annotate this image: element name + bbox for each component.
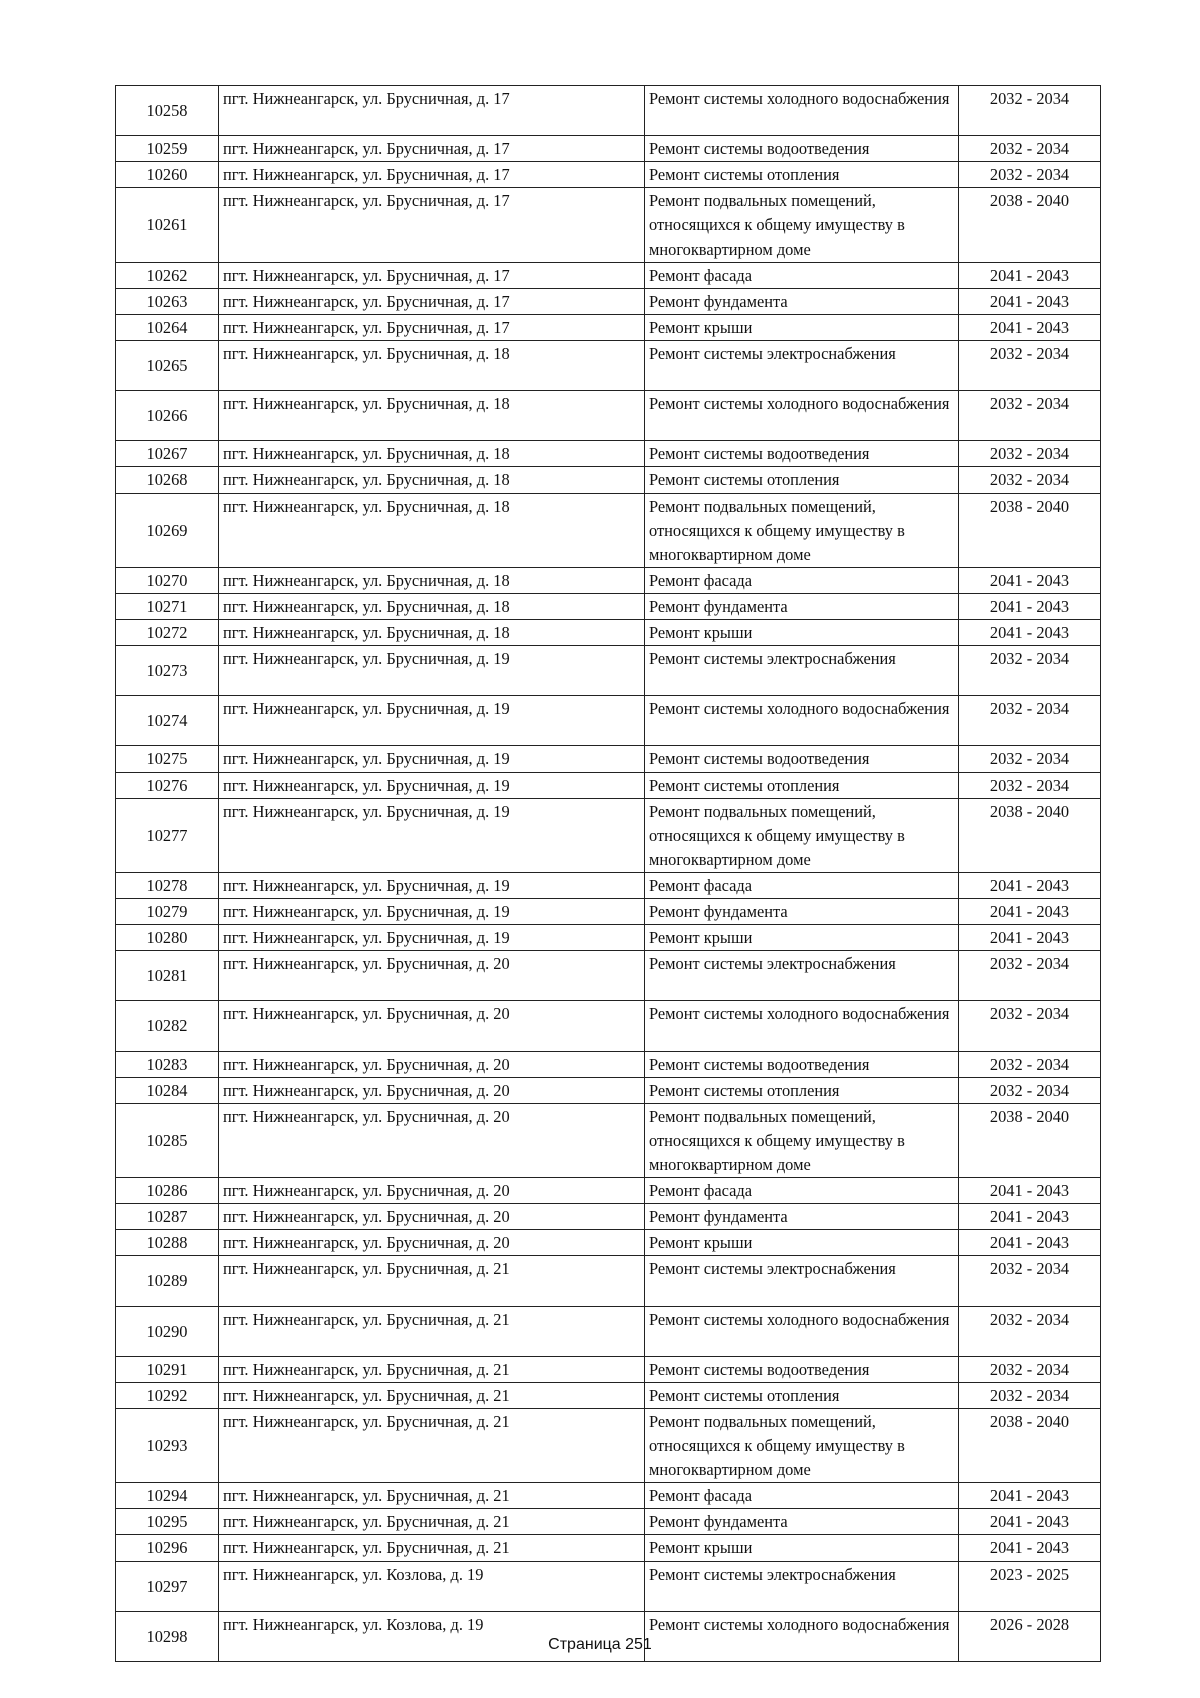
address-cell: пгт. Нижнеангарск, ул. Брусничная, д. 21	[219, 1356, 645, 1382]
address-cell: пгт. Нижнеангарск, ул. Брусничная, д. 20	[219, 1204, 645, 1230]
address-cell: пгт. Нижнеангарск, ул. Брусничная, д. 20	[219, 1103, 645, 1177]
work-type-cell: Ремонт системы электроснабжения	[645, 646, 959, 696]
row-number-cell: 10265	[116, 340, 219, 390]
table-row	[116, 872, 1101, 898]
address-cell: пгт. Нижнеангарск, ул. Брусничная, д. 21	[219, 1408, 645, 1482]
address-cell: пгт. Нижнеангарск, ул. Брусничная, д. 17	[219, 188, 645, 262]
work-type-cell: Ремонт фасада	[645, 567, 959, 593]
period-cell: 2038 - 2040	[959, 188, 1101, 262]
table-row	[116, 925, 1101, 951]
table-row	[116, 620, 1101, 646]
period-cell: 2032 - 2034	[959, 772, 1101, 798]
row-number-cell: 10271	[116, 593, 219, 619]
row-number-cell: 10258	[116, 86, 219, 136]
work-type-cell: Ремонт фундамента	[645, 1509, 959, 1535]
address-cell: пгт. Нижнеангарск, ул. Брусничная, д. 17	[219, 86, 645, 136]
table-row	[116, 646, 1101, 696]
period-cell: 2032 - 2034	[959, 1306, 1101, 1356]
row-number-cell: 10261	[116, 188, 219, 262]
work-type-cell: Ремонт системы водоотведения	[645, 1356, 959, 1382]
period-cell: 2032 - 2034	[959, 951, 1101, 1001]
work-type-cell: Ремонт подвальных помещений, относящихся к общему имуществу в многоквартирном доме	[645, 493, 959, 567]
period-cell: 2032 - 2034	[959, 1356, 1101, 1382]
work-type-cell: Ремонт подвальных помещений, относящихся к общему имуществу в многоквартирном доме	[645, 1103, 959, 1177]
row-number-cell: 10272	[116, 620, 219, 646]
work-type-cell: Ремонт фундамента	[645, 899, 959, 925]
row-number-cell: 10298	[116, 1611, 219, 1661]
page-number: Страница 251	[548, 1636, 652, 1653]
work-type-cell: Ремонт крыши	[645, 1535, 959, 1561]
row-number-cell: 10263	[116, 288, 219, 314]
work-type-cell: Ремонт фундамента	[645, 1204, 959, 1230]
address-cell: пгт. Нижнеангарск, ул. Брусничная, д. 20	[219, 1077, 645, 1103]
work-type-cell: Ремонт фасада	[645, 872, 959, 898]
table-row	[116, 1077, 1101, 1103]
work-type-cell: Ремонт системы холодного водоснабжения	[645, 1306, 959, 1356]
table-row	[116, 1382, 1101, 1408]
period-cell: 2032 - 2034	[959, 1382, 1101, 1408]
address-cell: пгт. Нижнеангарск, ул. Брусничная, д. 20	[219, 1051, 645, 1077]
address-cell: пгт. Нижнеангарск, ул. Брусничная, д. 20	[219, 1001, 645, 1051]
address-cell: пгт. Нижнеангарск, ул. Брусничная, д. 17	[219, 314, 645, 340]
work-type-cell: Ремонт системы электроснабжения	[645, 1256, 959, 1306]
period-cell: 2041 - 2043	[959, 1535, 1101, 1561]
address-cell: пгт. Нижнеангарск, ул. Козлова, д. 19	[219, 1561, 645, 1611]
table-row	[116, 1356, 1101, 1382]
address-cell: пгт. Нижнеангарск, ул. Брусничная, д. 17	[219, 288, 645, 314]
address-cell: пгт. Нижнеангарск, ул. Брусничная, д. 18	[219, 567, 645, 593]
period-cell: 2041 - 2043	[959, 262, 1101, 288]
period-cell: 2032 - 2034	[959, 646, 1101, 696]
row-number-cell: 10288	[116, 1230, 219, 1256]
work-type-cell: Ремонт системы водоотведения	[645, 1051, 959, 1077]
address-cell: пгт. Нижнеангарск, ул. Брусничная, д. 17	[219, 262, 645, 288]
work-type-cell: Ремонт системы холодного водоснабжения	[645, 696, 959, 746]
period-cell: 2041 - 2043	[959, 593, 1101, 619]
work-type-cell: Ремонт системы холодного водоснабжения	[645, 1001, 959, 1051]
period-cell: 2023 - 2025	[959, 1561, 1101, 1611]
address-cell: пгт. Нижнеангарск, ул. Брусничная, д. 20	[219, 1178, 645, 1204]
table-row	[116, 798, 1101, 872]
row-number-cell: 10262	[116, 262, 219, 288]
table-row	[116, 1204, 1101, 1230]
row-number-cell: 10281	[116, 951, 219, 1001]
work-type-cell: Ремонт системы отопления	[645, 1077, 959, 1103]
period-cell: 2041 - 2043	[959, 1204, 1101, 1230]
table-row	[116, 162, 1101, 188]
period-cell: 2032 - 2034	[959, 391, 1101, 441]
work-type-cell: Ремонт системы электроснабжения	[645, 1561, 959, 1611]
period-cell: 2041 - 2043	[959, 314, 1101, 340]
work-type-cell: Ремонт системы отопления	[645, 1382, 959, 1408]
period-cell: 2038 - 2040	[959, 798, 1101, 872]
period-cell: 2041 - 2043	[959, 1230, 1101, 1256]
work-type-cell: Ремонт системы водоотведения	[645, 441, 959, 467]
address-cell: пгт. Нижнеангарск, ул. Брусничная, д. 18	[219, 467, 645, 493]
row-number-cell: 10293	[116, 1408, 219, 1482]
period-cell: 2041 - 2043	[959, 288, 1101, 314]
work-type-cell: Ремонт системы отопления	[645, 467, 959, 493]
work-type-cell: Ремонт системы электроснабжения	[645, 340, 959, 390]
row-number-cell: 10270	[116, 567, 219, 593]
period-cell: 2041 - 2043	[959, 925, 1101, 951]
table-row	[116, 441, 1101, 467]
period-cell: 2032 - 2034	[959, 340, 1101, 390]
work-type-cell: Ремонт системы холодного водоснабжения	[645, 1611, 959, 1661]
row-number-cell: 10283	[116, 1051, 219, 1077]
address-cell: пгт. Нижнеангарск, ул. Брусничная, д. 20	[219, 1230, 645, 1256]
address-cell: пгт. Нижнеангарск, ул. Брусничная, д. 19	[219, 925, 645, 951]
period-cell: 2032 - 2034	[959, 696, 1101, 746]
work-type-cell: Ремонт крыши	[645, 620, 959, 646]
work-type-cell: Ремонт фундамента	[645, 288, 959, 314]
row-number-cell: 10274	[116, 696, 219, 746]
period-cell: 2041 - 2043	[959, 620, 1101, 646]
period-cell: 2041 - 2043	[959, 872, 1101, 898]
work-type-cell: Ремонт системы электроснабжения	[645, 951, 959, 1001]
period-cell: 2032 - 2034	[959, 441, 1101, 467]
row-number-cell: 10276	[116, 772, 219, 798]
address-cell: пгт. Нижнеангарск, ул. Брусничная, д. 19	[219, 696, 645, 746]
table-row	[116, 1509, 1101, 1535]
work-type-cell: Ремонт фундамента	[645, 593, 959, 619]
row-number-cell: 10282	[116, 1001, 219, 1051]
table-row	[116, 86, 1101, 136]
period-cell: 2041 - 2043	[959, 567, 1101, 593]
row-number-cell: 10295	[116, 1509, 219, 1535]
period-cell: 2041 - 2043	[959, 1178, 1101, 1204]
period-cell: 2032 - 2034	[959, 1077, 1101, 1103]
row-number-cell: 10275	[116, 746, 219, 772]
row-number-cell: 10291	[116, 1356, 219, 1382]
table-row	[116, 696, 1101, 746]
row-number-cell: 10260	[116, 162, 219, 188]
address-cell: пгт. Нижнеангарск, ул. Брусничная, д. 19	[219, 646, 645, 696]
period-cell: 2026 - 2028	[959, 1611, 1101, 1661]
work-type-cell: Ремонт системы отопления	[645, 162, 959, 188]
table-body	[116, 86, 1101, 1662]
address-cell: пгт. Нижнеангарск, ул. Брусничная, д. 18	[219, 340, 645, 390]
address-cell: пгт. Нижнеангарск, ул. Брусничная, д. 18	[219, 493, 645, 567]
address-cell: пгт. Нижнеангарск, ул. Брусничная, д. 21	[219, 1256, 645, 1306]
table-row	[116, 1051, 1101, 1077]
table-row	[116, 593, 1101, 619]
row-number-cell: 10294	[116, 1483, 219, 1509]
table-row	[116, 1256, 1101, 1306]
row-number-cell: 10286	[116, 1178, 219, 1204]
work-type-cell: Ремонт фасада	[645, 262, 959, 288]
address-cell: пгт. Нижнеангарск, ул. Брусничная, д. 21	[219, 1382, 645, 1408]
row-number-cell: 10285	[116, 1103, 219, 1177]
row-number-cell: 10278	[116, 872, 219, 898]
table-row	[116, 188, 1101, 262]
period-cell: 2041 - 2043	[959, 899, 1101, 925]
row-number-cell: 10259	[116, 136, 219, 162]
work-type-cell: Ремонт подвальных помещений, относящихся к общему имуществу в многоквартирном доме	[645, 188, 959, 262]
table-row	[116, 340, 1101, 390]
table-row	[116, 899, 1101, 925]
work-type-cell: Ремонт фасада	[645, 1178, 959, 1204]
row-number-cell: 10280	[116, 925, 219, 951]
address-cell: пгт. Нижнеангарск, ул. Брусничная, д. 19	[219, 899, 645, 925]
address-cell: пгт. Нижнеангарск, ул. Брусничная, д. 19	[219, 872, 645, 898]
address-cell: пгт. Нижнеангарск, ул. Брусничная, д. 20	[219, 951, 645, 1001]
period-cell: 2032 - 2034	[959, 1256, 1101, 1306]
table-row	[116, 1001, 1101, 1051]
row-number-cell: 10266	[116, 391, 219, 441]
row-number-cell: 10279	[116, 899, 219, 925]
period-cell: 2038 - 2040	[959, 493, 1101, 567]
table-row	[116, 1535, 1101, 1561]
row-number-cell: 10289	[116, 1256, 219, 1306]
row-number-cell: 10273	[116, 646, 219, 696]
period-cell: 2032 - 2034	[959, 86, 1101, 136]
row-number-cell: 10292	[116, 1382, 219, 1408]
table-row	[116, 136, 1101, 162]
table-row	[116, 1103, 1101, 1177]
address-cell: пгт. Нижнеангарск, ул. Брусничная, д. 18	[219, 620, 645, 646]
table-row	[116, 772, 1101, 798]
row-number-cell: 10267	[116, 441, 219, 467]
table-row	[116, 1178, 1101, 1204]
table-row	[116, 1306, 1101, 1356]
table-row	[116, 493, 1101, 567]
period-cell: 2032 - 2034	[959, 162, 1101, 188]
work-type-cell: Ремонт крыши	[645, 1230, 959, 1256]
period-cell: 2041 - 2043	[959, 1483, 1101, 1509]
address-cell: пгт. Нижнеангарск, ул. Брусничная, д. 21	[219, 1483, 645, 1509]
address-cell: пгт. Нижнеангарск, ул. Брусничная, д. 18	[219, 593, 645, 619]
period-cell: 2041 - 2043	[959, 1509, 1101, 1535]
table-row	[116, 1561, 1101, 1611]
period-cell: 2032 - 2034	[959, 1001, 1101, 1051]
work-type-cell: Ремонт подвальных помещений, относящихся к общему имуществу в многоквартирном доме	[645, 1408, 959, 1482]
address-cell: пгт. Нижнеангарск, ул. Брусничная, д. 18	[219, 441, 645, 467]
work-type-cell: Ремонт системы холодного водоснабжения	[645, 86, 959, 136]
row-number-cell: 10296	[116, 1535, 219, 1561]
work-type-cell: Ремонт крыши	[645, 925, 959, 951]
work-type-cell: Ремонт системы холодного водоснабжения	[645, 391, 959, 441]
table-row	[116, 567, 1101, 593]
table-row	[116, 467, 1101, 493]
address-cell: пгт. Нижнеангарск, ул. Брусничная, д. 17	[219, 162, 645, 188]
address-cell: пгт. Нижнеангарск, ул. Брусничная, д. 19	[219, 772, 645, 798]
work-type-cell: Ремонт подвальных помещений, относящихся к общему имуществу в многоквартирном доме	[645, 798, 959, 872]
period-cell: 2032 - 2034	[959, 467, 1101, 493]
work-type-cell: Ремонт системы отопления	[645, 772, 959, 798]
table-row	[116, 1408, 1101, 1482]
period-cell: 2032 - 2034	[959, 746, 1101, 772]
address-cell: пгт. Нижнеангарск, ул. Брусничная, д. 21	[219, 1535, 645, 1561]
table-row	[116, 746, 1101, 772]
work-type-cell: Ремонт фасада	[645, 1483, 959, 1509]
address-cell: пгт. Нижнеангарск, ул. Брусничная, д. 21	[219, 1509, 645, 1535]
address-cell: пгт. Нижнеангарск, ул. Брусничная, д. 19	[219, 746, 645, 772]
row-number-cell: 10269	[116, 493, 219, 567]
row-number-cell: 10297	[116, 1561, 219, 1611]
period-cell: 2032 - 2034	[959, 136, 1101, 162]
address-cell: пгт. Нижнеангарск, ул. Брусничная, д. 17	[219, 136, 645, 162]
repair-schedule-table	[115, 85, 1101, 1662]
table-row	[116, 1230, 1101, 1256]
period-cell: 2032 - 2034	[959, 1051, 1101, 1077]
row-number-cell: 10290	[116, 1306, 219, 1356]
work-type-cell: Ремонт системы водоотведения	[645, 136, 959, 162]
address-cell: пгт. Нижнеангарск, ул. Брусничная, д. 18	[219, 391, 645, 441]
table-row	[116, 262, 1101, 288]
table-row	[116, 391, 1101, 441]
row-number-cell: 10268	[116, 467, 219, 493]
work-type-cell: Ремонт крыши	[645, 314, 959, 340]
period-cell: 2038 - 2040	[959, 1408, 1101, 1482]
period-cell: 2038 - 2040	[959, 1103, 1101, 1177]
work-type-cell: Ремонт системы водоотведения	[645, 746, 959, 772]
row-number-cell: 10264	[116, 314, 219, 340]
table-row	[116, 1483, 1101, 1509]
row-number-cell: 10277	[116, 798, 219, 872]
row-number-cell: 10287	[116, 1204, 219, 1230]
row-number-cell: 10284	[116, 1077, 219, 1103]
address-cell: пгт. Нижнеангарск, ул. Козлова, д. 19	[219, 1611, 645, 1661]
table-row	[116, 288, 1101, 314]
table-row	[116, 951, 1101, 1001]
table-row	[116, 314, 1101, 340]
address-cell: пгт. Нижнеангарск, ул. Брусничная, д. 21	[219, 1306, 645, 1356]
address-cell: пгт. Нижнеангарск, ул. Брусничная, д. 19	[219, 798, 645, 872]
